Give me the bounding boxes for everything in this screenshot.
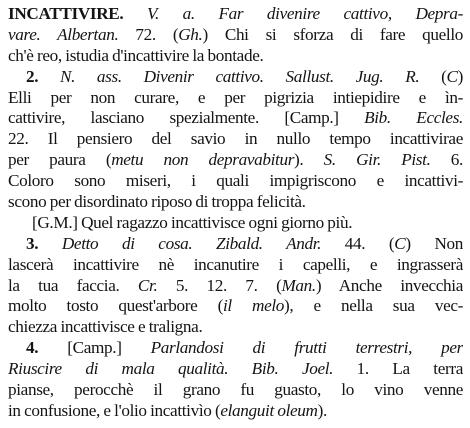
italic-text: Gh.: [178, 24, 203, 44]
entry-line: [8, 401, 463, 422]
entry-line: [8, 67, 463, 88]
entry-text: 72. (: [118, 24, 179, 44]
entry-line: [8, 317, 463, 338]
entry-text: ).: [317, 400, 327, 420]
italic-text: Cr.: [137, 275, 158, 295]
entry-text: molto tosto quest'arbore (: [8, 296, 223, 316]
entry-text: 1. La terra: [333, 359, 463, 379]
entry-text: Coloro sono miseri, i quali impigriscono e incattivi-: [8, 171, 463, 191]
italic-text: metu non depravabitur: [111, 150, 295, 170]
entry-text: cattivire, lasciano spezialmente. [Camp.]: [8, 108, 365, 128]
entry-line: [8, 150, 463, 171]
entry-text: ) Chi si sforza di fare quello: [202, 24, 463, 44]
entry-line: [8, 234, 463, 255]
italic-text: elanguit oleum: [220, 400, 318, 420]
entry-line: [8, 4, 463, 25]
entry-line: [8, 338, 463, 359]
headword: 2.: [26, 66, 61, 86]
entry-text: [Camp.]: [67, 338, 151, 358]
italic-text: Bib. Eccles.: [364, 108, 463, 128]
entry-text: Elli per non curare, e per pigrizia intiepidire e ìn-: [8, 87, 463, 107]
italic-text: C: [446, 66, 458, 86]
italic-text: Parlandosi di frutti terrestri, per: [150, 338, 463, 358]
entry-text: lascerà incattivire nè incanutire i capelli, e ingrasserà: [8, 254, 463, 274]
entry-line: [8, 380, 463, 401]
entry-line: [8, 88, 463, 109]
entry-text: ), e nella sua vec-: [284, 296, 463, 316]
entry-text: ) Non: [405, 233, 463, 253]
entry-line: [8, 171, 463, 192]
entry-text: 6.: [430, 150, 463, 170]
entry-line: [8, 213, 463, 234]
entry-text: ).: [294, 150, 324, 170]
entry-text: (: [419, 66, 447, 86]
entry-text: per paura (: [8, 150, 112, 170]
headword: 4.: [26, 338, 68, 358]
entry-text: [G.M.] Quel ragazzo incattivisce ogni giorno più.: [32, 212, 353, 232]
italic-text: vare. Albertan.: [8, 24, 119, 44]
entry-text: 22. Il pensiero del savio in nullo tempo incattivirae: [8, 129, 463, 149]
entry-line: [8, 108, 463, 129]
italic-text: il melo: [223, 296, 285, 316]
entry-text: la tua faccia.: [8, 275, 138, 295]
italic-text: Riuscire di mala qualità. Bib. Joel.: [8, 359, 334, 379]
entry-line: [8, 46, 463, 67]
italic-text: V. a. Far divenire cattivo, Depra-: [147, 4, 463, 23]
italic-text: C: [394, 233, 406, 253]
entry-text: ) Anche invecchia: [315, 275, 463, 295]
headword: INCATTIVIRE.: [8, 4, 124, 23]
entry-text: ): [457, 66, 463, 86]
italic-text: S. Gir. Pist.: [323, 150, 431, 170]
italic-text: Detto di cosa. Zibald. Andr.: [61, 233, 322, 253]
entry-line: [8, 255, 463, 276]
entry-line: [8, 129, 463, 150]
dictionary-entry: [8, 4, 463, 422]
italic-text: N. ass. Divenir cattivo. Sallust. Jug. R.: [60, 66, 420, 86]
entry-text: ch'è reo, istudia d'incattivire la bontade.: [8, 45, 264, 65]
entry-text: 5. 12. 7. (: [157, 275, 282, 295]
entry-text: [123, 4, 147, 23]
entry-text: chiezza incattivisce e traligna.: [8, 317, 203, 337]
headword: 3.: [26, 233, 62, 253]
italic-text: Man.: [281, 275, 316, 295]
entry-text: in confusione, e l'olio incattivìo (: [8, 400, 221, 420]
entry-line: [8, 359, 463, 380]
entry-text: 44. (: [321, 233, 395, 253]
entry-text: pianse, perocchè il grano fu guasto, lo vino venne: [8, 380, 463, 400]
entry-line: [8, 276, 463, 297]
entry-text: scono per disordinato riposo di troppa felicità.: [8, 192, 306, 212]
entry-line: [8, 192, 463, 213]
entry-line: [8, 25, 463, 46]
entry-line: [8, 296, 463, 317]
